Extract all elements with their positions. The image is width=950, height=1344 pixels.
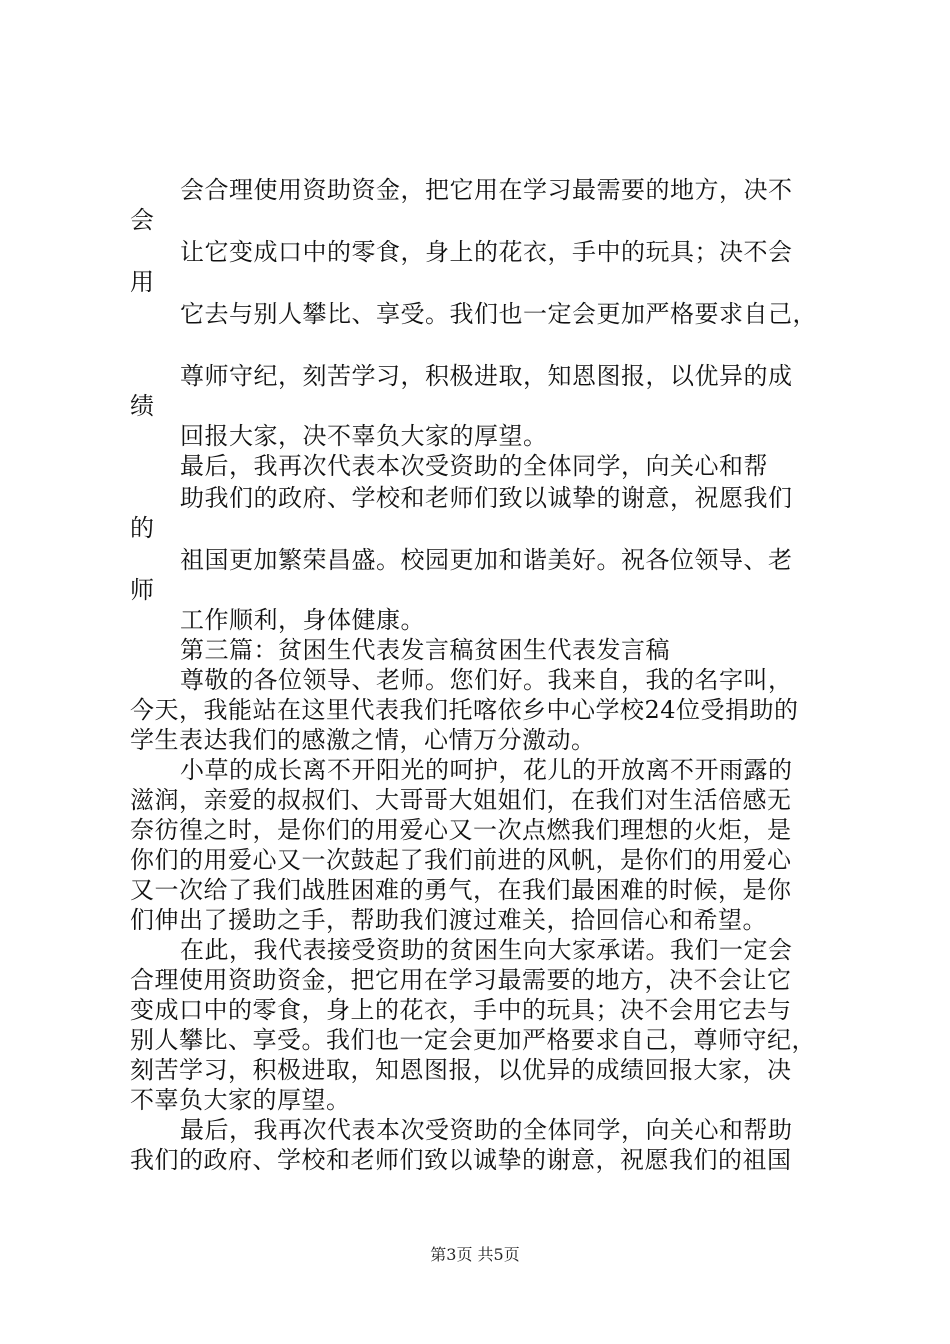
wrapped-char: 师 [130,576,154,604]
wrapped-char: 的 [130,514,154,542]
text-line: 别人攀比、享受。我们也一定会更加严格要求自己，尊师守纪， [130,1026,816,1054]
text-line: 们伸出了援助之手，帮助我们渡过难关，拾回信心和希望。 [130,906,767,934]
text-line: 奈彷徨之时，是你们的用爱心又一次点燃我们理想的火炬，是 [130,816,792,844]
text-line: 滋润，亲爱的叔叔们、大哥哥大姐姐们，在我们对生活倍感无 [130,786,792,814]
text-line: 工作顺利，身体健康。 [180,606,425,634]
text-line: 让它变成口中的零食，身上的花衣，手中的玩具；决不会 [180,238,793,266]
text-line: 在此，我代表接受资助的贫困生向大家承诺。我们一定会 [180,936,793,964]
wrapped-char: 会 [130,206,154,234]
page-number-footer: 第3页 共5页 [430,1245,520,1264]
text-line: 它去与别人攀比、享受。我们也一定会更加严格要求自己， [180,300,817,328]
text-line: 回报大家，决不辜负大家的厚望。 [180,422,548,450]
text-line: 变成口中的零食，身上的花衣，手中的玩具；决不会用它去与 [130,996,792,1024]
text-line: 又一次给了我们战胜困难的勇气，在我们最困难的时候，是你 [130,876,792,904]
text-line: 最后，我再次代表本次受资助的全体同学，向关心和帮助 [180,1116,793,1144]
section-title: 第三篇：贫困生代表发言稿贫困生代表发言稿 [180,636,670,664]
text-line: 今天，我能站在这里代表我们托喀依乡中心学校24位受捐助的 [130,696,799,724]
text-line: 尊师守纪，刻苦学习，积极进取，知恩图报，以优异的成 [180,362,793,390]
text-line: 祖国更加繁荣昌盛。校园更加和谐美好。祝各位领导、老 [180,546,793,574]
text-line: 合理使用资助资金，把它用在学习最需要的地方，决不会让它 [130,966,792,994]
wrapped-char: 用 [130,268,154,296]
text-line: 你们的用爱心又一次鼓起了我们前进的风帆，是你们的用爱心 [130,846,792,874]
text-line: 我们的政府、学校和老师们致以诚挚的谢意，祝愿我们的祖国 [130,1146,792,1174]
text-line: 会合理使用资助资金，把它用在学习最需要的地方，决不 [180,176,793,204]
text-line: 小草的成长离不开阳光的呵护，花儿的开放离不开雨露的 [180,756,793,784]
text-line: 学生表达我们的感激之情，心情万分激动。 [130,726,596,754]
text-line: 刻苦学习，积极进取，知恩图报，以优异的成绩回报大家，决 [130,1056,792,1084]
text-line: 尊敬的各位领导、老师。您们好。我来自，我的名字叫， [180,666,793,694]
text-line: 最后，我再次代表本次受资助的全体同学，向关心和帮 [180,452,768,480]
text-line: 不辜负大家的厚望。 [130,1086,351,1114]
wrapped-char: 绩 [130,392,154,420]
text-line: 助我们的政府、学校和老师们致以诚挚的谢意，祝愿我们 [180,484,793,512]
